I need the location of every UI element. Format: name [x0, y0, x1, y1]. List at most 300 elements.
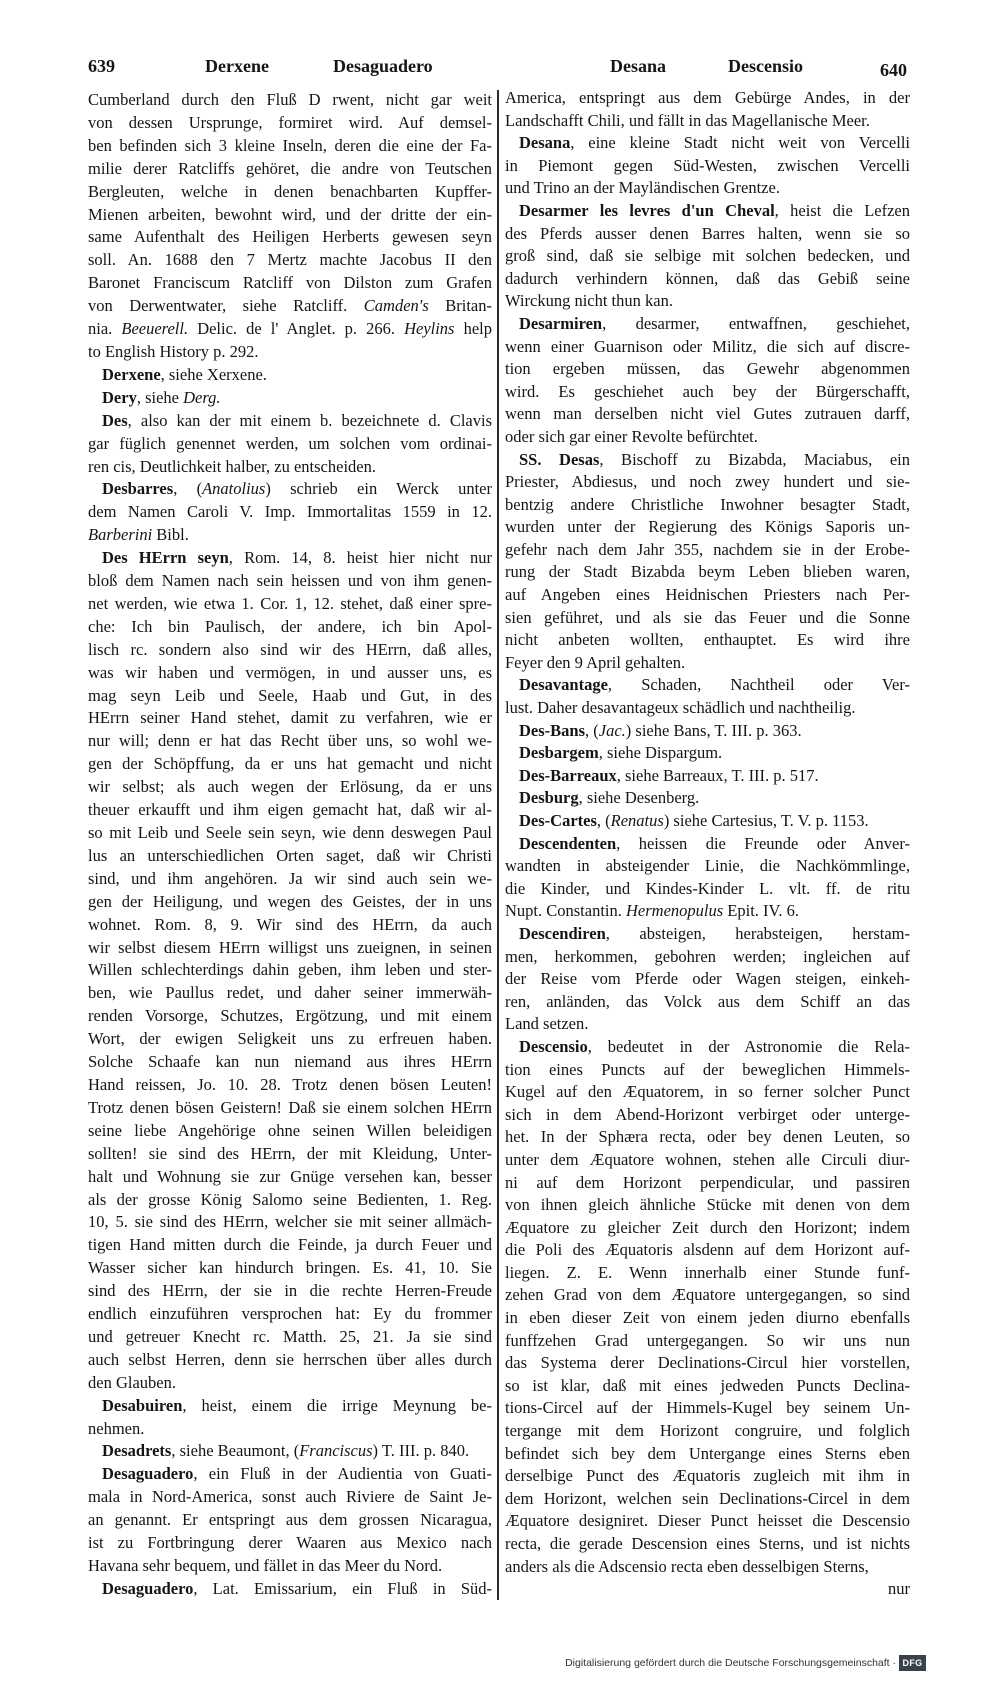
text-line	[88, 249, 492, 272]
text-line	[88, 868, 492, 891]
text-line	[505, 1510, 910, 1533]
text-line	[88, 822, 492, 845]
text-run: sollten! sie sind des HErrn, der mit Kleidung, Unter-	[88, 1143, 492, 1163]
text-run: nia.	[88, 319, 122, 339]
text-run: dadurch verhindern können, daß das Gebiß seine	[505, 268, 910, 288]
entry	[88, 1395, 492, 1441]
text-run: help	[454, 319, 492, 339]
text-run: Bibl.	[152, 525, 189, 545]
text-line	[88, 1486, 492, 1509]
text-run: rung der Stadt Bizabda beym Leben blieben waren,	[505, 562, 910, 582]
text-line	[505, 290, 910, 313]
text-run: der Reise vom Pferde oder Wagen steigen, einkeh-	[505, 969, 910, 989]
text-line	[505, 1149, 910, 1172]
text-line	[505, 900, 910, 923]
text-line	[88, 959, 492, 982]
headword: Desbargem	[519, 743, 599, 763]
text-line	[505, 313, 910, 336]
text-line	[88, 1509, 492, 1532]
text-line	[88, 1028, 492, 1051]
headword: Dery	[102, 387, 137, 407]
text-run: ren, anländen, das Volck aus dem Schiff an das	[505, 991, 910, 1011]
text-run: in eben dieser Zeit von einem jeden diurno ebenfalls	[505, 1308, 910, 1328]
text-line	[88, 662, 492, 685]
entry	[505, 674, 910, 719]
text-line	[88, 1463, 492, 1486]
text-line	[505, 1443, 910, 1466]
text-line	[505, 674, 910, 697]
text-line	[505, 1126, 910, 1149]
headword: Desadrets	[102, 1441, 172, 1461]
text-run: , also kan der mit einem b. bezeichnete d. Clavis	[127, 410, 492, 430]
text-run: , bedeutet in der Astronomie die Rela-	[587, 1036, 910, 1056]
text-run: Æquatore designiret. Dieser Punct heisset die Descensio	[505, 1511, 910, 1531]
text-line	[505, 403, 910, 426]
text-run: ) T. III. p. 840.	[372, 1441, 470, 1461]
text-run: gar füglich genennet werden, um solchen vom ordinai-	[88, 433, 492, 453]
text-run: nur will; denn er hat das Recht über uns, so wohl we-	[88, 731, 492, 751]
text-line	[88, 318, 492, 341]
text-line	[505, 1375, 910, 1398]
text-run: net werden, wie etwa 1. Cor. 1, 12. stehet, daß einer spre-	[88, 593, 492, 613]
text-line	[505, 1556, 910, 1579]
text-line	[505, 1036, 910, 1059]
text-line	[505, 1488, 910, 1511]
text-line	[505, 1059, 910, 1082]
text-run: wenn man derselben nicht viel Gutes zutrauen darff,	[505, 404, 910, 424]
text-line	[88, 158, 492, 181]
text-run: ) schrieb ein Werck unter	[265, 479, 492, 499]
text-run: gefehr nach dem Jahr 355, nachdem sie in der Erobe-	[505, 539, 910, 559]
text-run: als der grosse König Salomo seine Bedienten, 1. Reg.	[88, 1189, 492, 1209]
text-run: Nupt. Constantin.	[505, 901, 627, 921]
text-run: sich in dem Abend-Horizont verbirget oder unterge-	[505, 1104, 910, 1124]
text-run: , ein Fluß in der Audientia von Guati-	[193, 1464, 492, 1484]
text-line	[88, 295, 492, 318]
text-line	[505, 1013, 910, 1036]
text-line	[88, 364, 492, 387]
text-run: , (	[173, 479, 203, 499]
text-line	[88, 1143, 492, 1166]
text-run: Britan-	[428, 296, 492, 316]
headword: Derxene	[102, 364, 161, 384]
text-run: bloß dem Namen nach sein heissen und von ihm genen-	[88, 571, 492, 591]
italic-term: Heylins	[404, 319, 455, 339]
italic-term: Barberini	[88, 525, 153, 545]
text-run: ben befinden sich 3 kleine Inseln, deren die eine der Fa-	[88, 135, 492, 155]
text-run: derselbige Punct des Æquatoris zugleich mit ihm in	[505, 1466, 910, 1486]
text-run: 10, 5. sie sind des HErrn, welcher sie mit seiner allmäch-	[88, 1212, 492, 1232]
text-line	[505, 878, 910, 901]
text-line	[505, 584, 910, 607]
entry	[88, 547, 492, 1395]
text-line	[88, 570, 492, 593]
italic-term: Hermenopulus	[626, 901, 724, 921]
headword: Desarmiren	[519, 313, 603, 333]
text-line	[88, 456, 492, 479]
text-run: sind, und ihm angehören. Ja wir sind auch sein we-	[88, 868, 492, 888]
headword: SS. Desas	[519, 449, 600, 469]
text-line	[88, 639, 492, 662]
text-run: mag seyn Leib und Seele, Haab und Gut, in des	[88, 685, 492, 705]
text-run: in Piemont gegen Süd-Westen, zwischen Vercelli	[505, 155, 910, 175]
entry	[505, 742, 910, 765]
text-run: wir selbst diesem HErrn willigst uns zueignen, in seinen	[88, 937, 492, 957]
text-run: Æquatore zu gleicher Zeit durch den Horizont; indem	[505, 1217, 910, 1237]
text-run: theuer erkaufft und ihm eigen gemacht hat, daß wir al-	[88, 800, 492, 820]
headword: Desabuiren	[102, 1395, 183, 1415]
text-line	[88, 112, 492, 135]
catchword: nur	[888, 1579, 910, 1599]
text-run: wohnet. Rom. 8, 9. Wir sind des HErrn, da auch	[88, 914, 492, 934]
text-run: het. In der Sphæra recta, oder bey denen Leuten, so	[505, 1127, 910, 1147]
text-line	[505, 1104, 910, 1127]
text-line	[88, 1578, 492, 1601]
entry	[505, 200, 910, 313]
text-line	[88, 1120, 492, 1143]
text-run: sien geführet, und als sie das Feuer und die Sonne	[505, 607, 910, 627]
text-run: renden Vorsorge, Schutzes, Ergötzung, und mit einem	[88, 1006, 492, 1026]
text-run: des Pferds ausser denen Barres halten, wenn sie so	[505, 223, 910, 243]
headword: Des	[102, 410, 128, 430]
headword: Des HErrn seyn	[102, 548, 229, 568]
text-line	[505, 946, 910, 969]
text-run: oder sich gar einer Revolte befürchtet.	[505, 426, 758, 446]
text-run: funffzehen Grad untergegangen. So wir uns nun	[505, 1330, 910, 1350]
text-run: das Systema derer Declinations-Circul hier vorstellen,	[505, 1353, 910, 1373]
running-head-right-last: Descensio	[728, 56, 803, 76]
text-line	[88, 593, 492, 616]
text-run: ist zu Fortbringung derer Waaren aus Mexico nach	[88, 1533, 492, 1553]
text-line	[88, 1166, 492, 1189]
column-divider	[497, 90, 499, 1600]
text-line	[505, 1330, 910, 1353]
text-line	[88, 1189, 492, 1212]
text-line	[88, 1074, 492, 1097]
text-run: America, entspringt aus dem Gebürge Andes, in der	[505, 88, 910, 107]
text-line	[505, 268, 910, 291]
text-line	[505, 923, 910, 946]
text-run: von dessen Ursprunge, formiret wird. Auf demsel-	[88, 112, 492, 132]
text-run: ren cis, Deutlichkeit halber, zu entscheiden.	[88, 456, 376, 476]
headword: Descendiren	[519, 923, 606, 943]
text-line	[88, 730, 492, 753]
text-run: dem Namen Caroli V. Imp. Immortalitas 1559 in 12.	[88, 502, 492, 522]
headword: Des-Barreaux	[519, 765, 617, 785]
text-line	[88, 1418, 492, 1441]
text-run: , siehe Dispargum.	[598, 743, 723, 763]
text-run: Cumberland durch den Fluß D rwent, nicht gar weit	[88, 90, 492, 109]
text-line	[88, 1395, 492, 1418]
running-head-right-first: Desana	[610, 56, 667, 76]
text-run: soll. An. 1688 den 7 Mertz machte Jacobus II den	[88, 250, 492, 270]
text-run: , (	[585, 720, 599, 740]
text-run: Mienen arbeiten, bewohnt wird, und der dritte der ein-	[88, 204, 492, 224]
text-line	[88, 89, 492, 112]
text-run: , desarmer, entwaffnen, geschiehet,	[602, 313, 910, 333]
text-line	[505, 87, 910, 110]
text-run: halt und Wohnung sie zur Gnüge versehen kan, besser	[88, 1166, 492, 1186]
text-run: groß sind, daß sie selbige mit solchen bedecken, und	[505, 246, 910, 266]
entry	[505, 787, 910, 810]
text-line	[505, 1465, 910, 1488]
text-line	[505, 471, 910, 494]
italic-term: Derg.	[183, 387, 221, 407]
text-line	[505, 1194, 910, 1217]
text-run: ben, wie Paullus redet, und daher seiner immerwäh-	[88, 983, 492, 1003]
headword: Desbarres	[102, 479, 174, 499]
text-line	[88, 1440, 492, 1463]
text-run: nehmen.	[88, 1418, 145, 1438]
entry	[88, 89, 492, 364]
text-run: , Lat. Emissarium, ein Fluß in Süd-	[193, 1578, 492, 1598]
text-run: , siehe	[136, 387, 184, 407]
entry	[505, 1036, 910, 1578]
text-line	[505, 381, 910, 404]
text-run: lisch rc. sondern also sind wir des HErrn, daß alles,	[88, 639, 492, 659]
text-line	[88, 616, 492, 639]
text-run: liegen. Z. E. Wenn innerhalb einer Stunde funf-	[505, 1262, 910, 1282]
text-line	[88, 1326, 492, 1349]
entry	[505, 765, 910, 788]
italic-term: Franciscus	[299, 1441, 373, 1461]
text-run: mala in Nord-America, sonst auch Riviere de Saint Je-	[88, 1487, 492, 1507]
text-run: , Schaden, Nachtheil oder Ver-	[607, 675, 910, 695]
text-line	[505, 516, 910, 539]
text-line	[88, 1280, 492, 1303]
text-line	[88, 707, 492, 730]
text-line	[88, 685, 492, 708]
text-line	[505, 1420, 910, 1443]
text-line	[505, 1217, 910, 1240]
text-run: an genannt. Er entspringt aus dem grossen Nicaragua,	[88, 1510, 492, 1530]
text-line	[88, 753, 492, 776]
text-run: Kugel auf den Æquatorem, in so ferner solcher Punct	[505, 1082, 910, 1102]
text-line	[505, 336, 910, 359]
text-run: ) siehe Cartesius, T. V. p. 1153.	[663, 811, 869, 830]
text-run: che: Ich bin Paulisch, der andere, ich bin Apol-	[88, 616, 492, 636]
text-run: to English History p. 292.	[88, 341, 259, 361]
text-line	[505, 765, 910, 788]
text-run: , siehe Barreaux, T. III. p. 517.	[616, 765, 819, 785]
text-line	[505, 697, 910, 720]
text-run: Wort, der ewigen Seligkeit uns zu erfreuen haben.	[88, 1029, 492, 1049]
text-run: wurden unter der Regierung des Königs Saporis un-	[505, 517, 910, 537]
entry	[88, 1578, 492, 1601]
entry	[88, 364, 492, 387]
text-run: Havana sehr bequem, und fället in das Meer du Nord.	[88, 1556, 443, 1575]
text-run: tergange mit dem Horizont congruire, und folglich	[505, 1421, 910, 1441]
headword: Des-Cartes	[519, 811, 597, 830]
entry	[88, 1463, 492, 1578]
text-run: so ist klar, daß mit eines jedweden Puncts Declina-	[505, 1375, 910, 1395]
text-line	[505, 855, 910, 878]
text-run: die Kinder, und Kindes-Kinder L. vlt. ff. de ritu	[505, 878, 910, 898]
text-line	[88, 799, 492, 822]
text-run: Willen schlechterdings dahin geben, ihm leben und ster-	[88, 960, 492, 980]
text-run: Priester, Abdiesus, und noch zwey hundert und sie-	[505, 472, 910, 492]
text-run: , heist, einem die irrige Meynung be-	[182, 1395, 492, 1415]
text-run: lust. Daher desavantageux schädlich und nachtheilig.	[505, 698, 856, 718]
right-column	[505, 87, 910, 1601]
text-line	[88, 524, 492, 547]
text-line	[88, 410, 492, 433]
text-line	[88, 914, 492, 937]
text-run: Wirckung nicht thun kan.	[505, 291, 673, 311]
text-run: unter dem Æquatore wohnen, stehen alle Circuli diur-	[505, 1149, 910, 1169]
text-run: tigen Hand mitten durch die Feinde, ja durch Feuer und	[88, 1235, 492, 1255]
text-line	[88, 204, 492, 227]
text-run: , absteigen, herabsteigen, herstam-	[605, 923, 910, 943]
text-run: tion eines Puncts auf der beweglichen Himmels-	[505, 1059, 910, 1079]
text-run: Trotz denen bösen Geistern! Daß sie einem solchen HErrn	[88, 1097, 492, 1117]
text-line	[505, 155, 910, 178]
italic-term: Camden's	[363, 296, 429, 316]
text-line	[88, 181, 492, 204]
text-line	[505, 1239, 910, 1262]
entry	[505, 810, 910, 833]
text-run: men, herkommen, gebohren werden; ingleichen auf	[505, 946, 910, 966]
text-run: bentzig andere Christliche Inwohner besagter Stadt,	[505, 494, 910, 514]
text-run: auf Angeben eines Heidnischen Priesters nach Per-	[505, 585, 910, 605]
text-line	[88, 478, 492, 501]
text-run: anders als die Adscensio recta eben desselbigen Sterns,	[505, 1556, 869, 1576]
text-line	[505, 1262, 910, 1285]
text-run: Landschafft Chili, und fällt in das Magellanische Meer.	[505, 110, 870, 130]
italic-term: Anatolius	[202, 479, 266, 499]
entry	[505, 87, 910, 132]
text-line	[505, 1352, 910, 1375]
text-line	[88, 1097, 492, 1120]
headword: Desaguadero	[102, 1464, 194, 1484]
text-run: nicht anbeten wollten, enthauptet. Es wird ihre	[505, 630, 910, 650]
text-run: seine liebe Angehörige ohne seinen Willen beleidigen	[88, 1120, 492, 1140]
text-run: recta, die gerade Descension eines Sterns, und ist nichts	[505, 1534, 910, 1553]
text-line	[505, 132, 910, 155]
entry	[505, 923, 910, 1036]
text-line	[88, 387, 492, 410]
text-line	[505, 1081, 910, 1104]
text-run: wenn einer Guarnison oder Militz, die sich auf discre-	[505, 336, 910, 356]
text-run: , heissen die Freunde oder Anver-	[616, 833, 910, 853]
text-line	[88, 982, 492, 1005]
text-line	[88, 501, 492, 524]
text-line	[505, 629, 910, 652]
text-line	[88, 1257, 492, 1280]
text-line	[88, 1211, 492, 1234]
text-line	[88, 1372, 492, 1395]
text-line	[505, 110, 910, 133]
text-run: und getreuer Knecht rc. Matth. 25, 21. Ja sie sind	[88, 1326, 492, 1346]
text-line	[505, 561, 910, 584]
entry	[88, 410, 492, 479]
text-line	[505, 742, 910, 765]
italic-term: Beeuerell.	[121, 319, 189, 339]
entry	[88, 1440, 492, 1463]
text-line	[505, 607, 910, 630]
entry	[505, 449, 910, 675]
text-line	[88, 1555, 492, 1578]
text-line	[88, 776, 492, 799]
headword: Des-Bans	[519, 720, 586, 740]
text-line	[88, 341, 492, 364]
text-line	[88, 226, 492, 249]
text-line	[505, 968, 910, 991]
text-line	[505, 652, 910, 675]
text-line	[505, 720, 910, 743]
entry	[505, 132, 910, 200]
text-line	[505, 1172, 910, 1195]
text-line	[88, 937, 492, 960]
text-line	[505, 1533, 910, 1556]
text-run: sind des HErrn, der sie in die rechte Herren-Freude	[88, 1281, 492, 1301]
headword: Desburg	[519, 788, 579, 808]
text-run: Solche Schaafe kan nun niemand aus ihres HErrn	[88, 1052, 492, 1072]
text-run: Land setzen.	[505, 1014, 589, 1034]
text-line	[505, 200, 910, 223]
text-line	[88, 1349, 492, 1372]
italic-term: Renatus	[610, 811, 664, 830]
text-run: Epit. IV. 6.	[723, 901, 799, 921]
page-number-left: 639	[88, 56, 115, 76]
text-run: , Bischoff zu Bizabda, Maciabus, ein	[599, 449, 911, 469]
text-line	[88, 845, 492, 868]
text-run: den Glauben.	[88, 1372, 176, 1392]
headword: Desavantage	[519, 675, 608, 695]
text-line	[88, 1005, 492, 1028]
text-line	[505, 426, 910, 449]
text-run: , siehe Beaumont, (	[171, 1441, 300, 1461]
text-line	[505, 539, 910, 562]
text-line	[505, 1397, 910, 1420]
text-run: Wasser sicher kan hindurch bringen. Es. 41, 10. Sie	[88, 1258, 492, 1278]
text-line	[88, 547, 492, 570]
text-run: , heist die Lefzen	[774, 200, 910, 220]
entry	[505, 313, 910, 449]
text-run: von ihnen gleich ähnliche Stücke mit denen von dem	[505, 1195, 910, 1215]
text-line	[88, 272, 492, 295]
text-run: gen der Heiligung, und wegen des Geistes, der in uns	[88, 891, 492, 911]
text-run: same Aufenthalt des Heiligen Herberts gewesen seyn	[88, 227, 492, 247]
text-line	[505, 177, 910, 200]
running-head-left-last: Desaguadero	[333, 56, 433, 76]
text-run: tion ergeben müssen, das Gewehr abgenommen	[505, 359, 910, 379]
text-run: lus an unterschiedlichen Orten saget, daß wir Christi	[88, 845, 492, 865]
text-run: endlich einzuführen versprochen hat: Ey du frommer	[88, 1304, 492, 1324]
entry	[88, 387, 492, 410]
text-line	[505, 245, 910, 268]
text-run: und Trino an der Mayländischen Grentze.	[505, 178, 780, 198]
entry	[505, 833, 910, 923]
text-line	[505, 833, 910, 856]
text-run: milie derer Ratcliffs gehöret, die andre von Teutschen	[88, 158, 492, 178]
text-run: wandten in absteigender Linie, die Nachkömmlinge,	[505, 856, 910, 876]
text-run: wird. Es geschiehet auch bey der Bürgerschafft,	[505, 381, 910, 401]
text-run: , eine kleine Stadt nicht weit von Vercelli	[570, 133, 910, 153]
text-line	[88, 433, 492, 456]
text-line	[505, 494, 910, 517]
page-number-right: 640	[880, 60, 907, 80]
text-run: , siehe Xerxene.	[160, 364, 267, 384]
text-line	[505, 1307, 910, 1330]
text-line	[88, 135, 492, 158]
text-line	[88, 1051, 492, 1074]
headword: Desaguadero	[102, 1578, 194, 1598]
text-line	[505, 223, 910, 246]
text-run: zehen Grad von dem Æquatore untergegangen, so sind	[505, 1285, 910, 1305]
text-run: , Rom. 14, 8. heist hier nicht nur	[228, 548, 492, 568]
text-run: HErrn seiner Hand stehet, damit zu verfahren, wie er	[88, 708, 492, 728]
